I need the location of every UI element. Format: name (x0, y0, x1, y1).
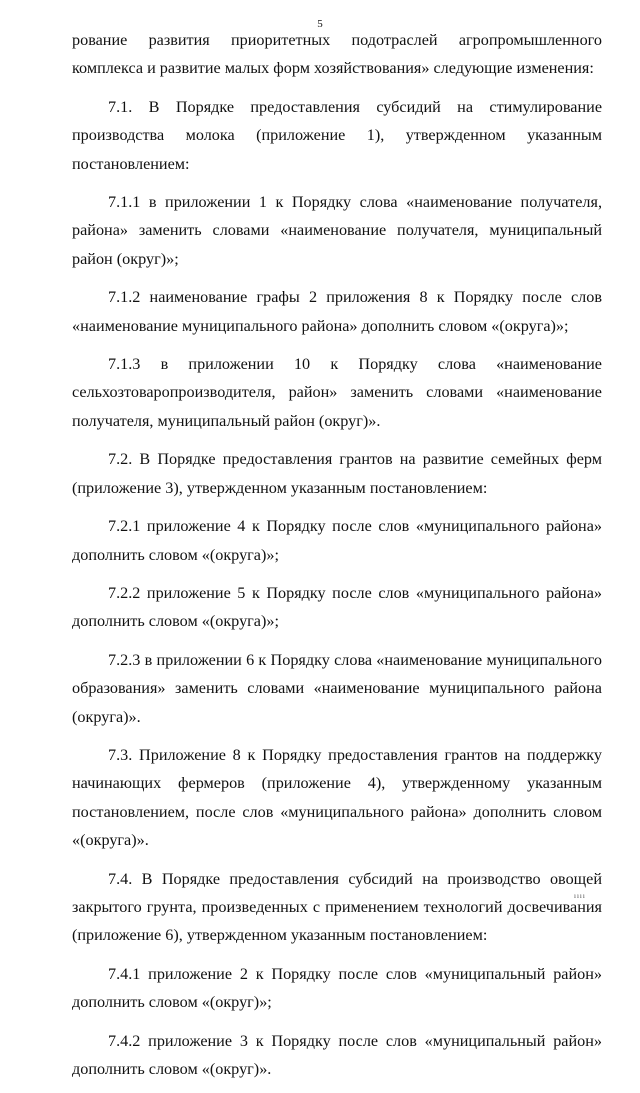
paragraph-7-1-2: 7.1.2 наименование графы 2 приложения 8 к Порядку после слов «наименование муниципального района» дополнить словом «(округа)»; (72, 288, 602, 335)
footer-scan-mark: ıııı (574, 892, 586, 900)
paragraph-7-1: 7.1. В Порядке предоставления субсидий на стимулирование производства молока (приложение 1), утвержденном указанным постановлением: (72, 97, 602, 173)
paragraph-7-2-3: 7.2.3 в приложении 6 к Порядку слова «наименование муниципального образования» заменить словами «наименование муниципального района (округа)». (72, 650, 602, 726)
paragraph-7-2-2: 7.2.2 приложение 5 к Порядку после слов «муниципального района» дополнить словом «(округа)»; (72, 583, 602, 631)
paragraph-7-4: 7.4. В Порядке предоставления субсидий на производство овощей закрытого грунта, произведенных с применением технологий досвечивания (приложение 6), утвержденном указанным постановлением: (72, 869, 602, 945)
paragraph-7-2: 7.2. В Порядке предоставления грантов на развитие семейных ферм (приложение 3), утвержденном указанным постановлением: (72, 450, 602, 497)
paragraph-7-4-1: 7.4.1 приложение 2 к Порядку после слов «муниципальный район» дополнить словом «(округ)»; (72, 964, 602, 1012)
page-number: 5 (317, 18, 323, 30)
paragraph-7-1-3: 7.1.3 в приложении 10 к Порядку слова «наименование сельхозтоваропроизводителя, район» заменить словами «наименование получателя, муниципальный район (округ)». (72, 355, 602, 430)
paragraph-7-1-1: 7.1.1 в приложении 1 к Порядку слова «наименование получателя, района» заменить словами «наименование получателя, муниципальный район (округ)»; (72, 193, 602, 268)
document-body (72, 26, 602, 1093)
paragraph-7-4-2: 7.4.2 приложение 3 к Порядку после слов «муниципальный район» дополнить словом «(округ)». (72, 1031, 602, 1078)
paragraph-7-3: 7.3. Приложение 8 к Порядку предоставления грантов на поддержку начинающих фермеров (приложение 4), утвержденному указанным постановлением, после слов «муниципального района» дополнить словом «(округа)». (72, 745, 602, 850)
paragraph-continuation: рование развития приоритетных подотраслей агропромышленного комплекса и развитие малых форм хозяйствования» следующие изменения: (72, 31, 602, 78)
paragraph-7-2-1: 7.2.1 приложение 4 к Порядку после слов «муниципального района» дополнить словом «(округа)»; (72, 517, 602, 564)
